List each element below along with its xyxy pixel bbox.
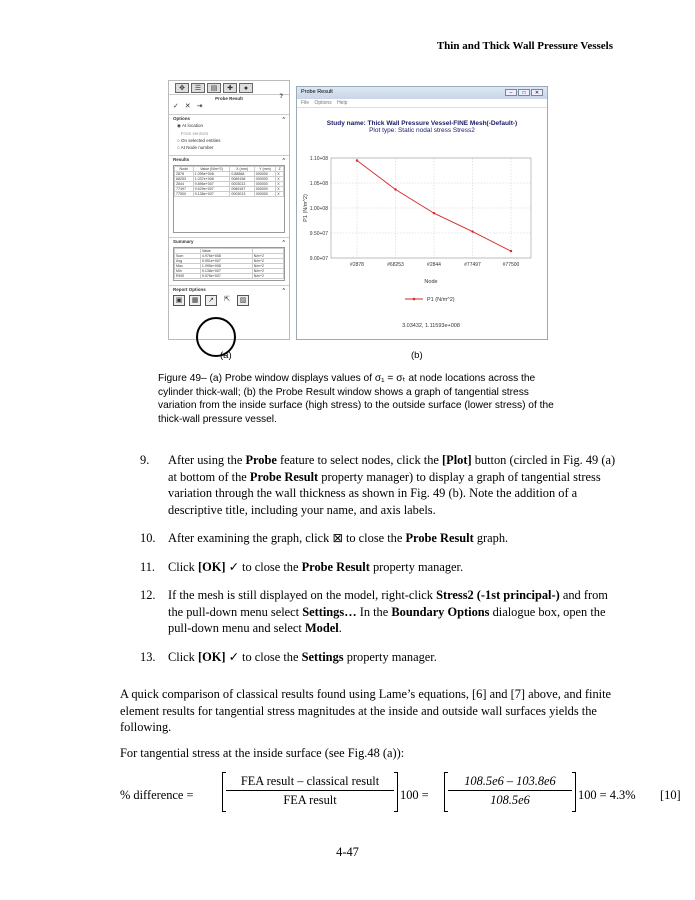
y-tick-labels xyxy=(310,156,328,262)
minimize-button[interactable]: – xyxy=(505,89,517,96)
manager-title xyxy=(169,95,289,102)
cell: X xyxy=(276,172,284,177)
option-label: On selected entities xyxy=(180,138,221,143)
equation-lhs: % difference = xyxy=(120,788,194,802)
label-a: (a) xyxy=(220,350,232,361)
fraction-1-denominator: FEA result xyxy=(283,793,337,807)
cell: 9.138e+007 xyxy=(200,269,252,274)
fraction-2-numerator: 108.5e6 – 103.8e6 xyxy=(448,774,572,791)
data-point xyxy=(394,188,396,190)
close-button[interactable]: ✕ xyxy=(531,89,543,96)
option-label: At location xyxy=(181,123,203,128)
report-options-section[interactable]: Report Options ^ xyxy=(169,285,289,293)
y-tick-label: 1.00+08 xyxy=(309,206,328,212)
options-label: Options xyxy=(173,116,190,121)
cell: 000000 xyxy=(254,187,276,192)
legend-label: P1 (N/m^2) xyxy=(427,297,455,303)
data-point xyxy=(510,250,512,252)
summary-section[interactable]: Summary ^ xyxy=(169,237,289,245)
pointer-icon: ⇱ xyxy=(224,296,230,303)
move-icon[interactable]: ✥ xyxy=(175,83,189,93)
maximize-button[interactable]: □ xyxy=(518,89,530,96)
summary-row xyxy=(175,274,284,279)
y-axis-label: P1 (N/m^2) xyxy=(303,194,309,222)
option-selected-entities[interactable]: ○ On selected entities xyxy=(177,138,221,143)
legend-marker xyxy=(413,298,416,301)
column-header[interactable]: X (mm) xyxy=(230,167,254,172)
cell: 1.037e+008 xyxy=(193,177,230,182)
cell: Max xyxy=(175,264,201,269)
step-number: 10. xyxy=(140,531,156,545)
help-icon[interactable]: ? xyxy=(279,94,283,100)
x-tick-label: #77500 xyxy=(502,262,520,268)
column-header[interactable]: Y (mm) xyxy=(254,167,276,172)
x-tick-label: #77497 xyxy=(464,262,481,268)
cell: X xyxy=(276,192,284,197)
excel-icon[interactable]: ▦ xyxy=(189,295,201,306)
step-11: 11. Click [OK] ✓ to close the Probe Result property manager. xyxy=(140,559,464,574)
column-header[interactable]: Value (N/m^2) xyxy=(193,167,230,172)
data-point xyxy=(471,230,473,232)
fraction-2 xyxy=(448,774,572,808)
option-node-number[interactable]: ○ At Node number xyxy=(177,145,214,150)
option-label: From sensors xyxy=(180,131,209,136)
report-options-label: Report Options xyxy=(173,287,206,292)
summary-table xyxy=(174,248,284,279)
plot-type: Plot type: Static nodal stress Stress2 xyxy=(369,127,475,134)
running-header: Thin and Thick Wall Pressure Vessels xyxy=(436,40,613,52)
cell: 9.896e+007 xyxy=(193,182,230,187)
results-label: Results xyxy=(173,157,190,162)
cell: 000000 xyxy=(254,172,276,177)
option-at-location[interactable]: ◉ At location xyxy=(177,123,203,128)
cell: X xyxy=(276,177,284,182)
cell: 9.976e+007 xyxy=(200,274,252,279)
cell: 0089158 xyxy=(230,177,254,182)
cell: 0089167 xyxy=(230,187,254,192)
cell: 9.529e+007 xyxy=(193,187,230,192)
cell: RMS xyxy=(175,274,201,279)
probe-chart xyxy=(297,87,549,341)
cursor-readout: 3.03432, 1.11593e+008 xyxy=(402,323,460,329)
cell: Sum xyxy=(175,254,201,259)
image-icon[interactable]: ▨ xyxy=(237,295,249,306)
cell: 0.88868 xyxy=(230,172,254,177)
cell: 0003013 xyxy=(230,182,254,187)
x-tick-label: #2878 xyxy=(350,262,364,268)
fraction-1-numerator: FEA result – classical result xyxy=(226,774,394,791)
comparison-paragraph: A quick comparison of classical results found using Lame’s equations, [6] and [7] above, and finite element results for tangential stress magnitudes at the inside and outside wall surfaces yields the following. xyxy=(120,687,612,734)
cell: 000000 xyxy=(254,177,276,182)
x-tick-label: #2844 xyxy=(427,262,441,268)
cell: 1.095e+008 xyxy=(193,172,230,177)
results-table xyxy=(174,166,284,197)
inside-surface-intro: For tangential stress at the inside surface (see Fig.48 (a)): xyxy=(120,746,405,760)
option-from-sensors[interactable] xyxy=(169,130,289,137)
equation-result: 100 = 4.3% xyxy=(578,788,636,802)
cell: 68253 xyxy=(175,177,194,182)
chart-icon[interactable]: ▤ xyxy=(207,83,221,93)
probe-result-manager xyxy=(168,80,290,340)
y-tick-label: 9.50+07 xyxy=(309,231,328,237)
fraction-1 xyxy=(226,774,394,808)
bracket-right-1 xyxy=(394,772,398,812)
cell: 77497 xyxy=(175,187,194,192)
y-tick-label: 1.05+08 xyxy=(309,181,328,187)
step-9: 9. After using the Probe feature to select nodes, click the [Plot] button (circled in Fig. 49 (a) at bottom of the Probe Result property manager) to display a graph of tangential stress variation through the wall thickness as shown in Fig. 49 (b). Note the addition of a descriptive title, including your name, and axis labels. xyxy=(140,453,616,517)
window-menubar[interactable]: File Options Help xyxy=(297,99,547,108)
list-icon[interactable]: ☰ xyxy=(191,83,205,93)
y-tick-label: 1.10+08 xyxy=(309,156,328,162)
x-tick-label: #68253 xyxy=(387,262,404,268)
options-section[interactable]: Options ^ xyxy=(169,114,289,122)
summary-label: Summary xyxy=(173,239,194,244)
cell: 1.095e+008 xyxy=(200,264,252,269)
cell: N/m^2 xyxy=(252,269,283,274)
manager-title-text: Probe Result xyxy=(215,96,243,101)
step-10: 10. After examining the graph, click ⊠ to close the Probe Result graph. xyxy=(140,531,509,545)
step-number: 12. xyxy=(140,588,156,602)
option-label: At Node number xyxy=(180,145,214,150)
report-toolbar xyxy=(169,293,289,308)
cell: 4.976e+008 xyxy=(200,254,252,259)
bracket-right-2 xyxy=(572,772,576,812)
step-13: 13. Click [OK] ✓ to close the Settings property manager. xyxy=(140,649,437,664)
globe-icon[interactable]: ● xyxy=(239,83,253,93)
cell: 2878 xyxy=(175,172,194,177)
summary-header: Value xyxy=(200,249,252,254)
cell: X xyxy=(276,182,284,187)
cell: N/m^2 xyxy=(252,254,283,259)
step-number: 13. xyxy=(140,649,156,664)
equation-mult-1: 100 = xyxy=(400,788,429,802)
window-title: Probe Result xyxy=(301,89,333,95)
data-point xyxy=(356,159,358,161)
column-header[interactable]: Node xyxy=(175,167,194,172)
column-header[interactable]: Z xyxy=(276,167,284,172)
cell: 0003013 xyxy=(230,192,254,197)
compass-icon[interactable]: ✚ xyxy=(223,83,237,93)
step-12: 12. If the mesh is still displayed on the model, right-click Stress2 (-1st principal-) and from the pull-down menu select Settings… In the Boundary Options dialogue box, open the pull-down menu and select Model. xyxy=(140,588,608,635)
cell: N/m^2 xyxy=(252,264,283,269)
fraction-2-denominator: 108.5e6 xyxy=(490,793,530,807)
x-tick-labels xyxy=(350,262,520,268)
data-point xyxy=(433,212,435,214)
instruction-steps xyxy=(120,452,620,677)
percent-difference-equation xyxy=(120,772,681,820)
y-tick-label: 9.00+07 xyxy=(309,256,328,262)
step-number: 11. xyxy=(140,559,156,574)
summary-table-container xyxy=(173,247,285,281)
manager-toolbar xyxy=(169,81,289,95)
cell: 000000 xyxy=(254,192,276,197)
cell: 9.951e+007 xyxy=(200,259,252,264)
cell: 000000 xyxy=(254,182,276,187)
chart-grid xyxy=(331,158,531,258)
figure-caption: Figure 49– (a) Probe window displays values of σ₁ = σₜ at node locations across the cylinder thick-wall; (b) the Probe Result window shows a graph of tangential stress variation from the inside surface (high stress) to the outside surface (lower stress) of the thick-wall pressure vessel. xyxy=(158,373,554,425)
cell: 77500 xyxy=(175,192,194,197)
cell: Min xyxy=(175,269,201,274)
table-row[interactable] xyxy=(175,192,284,197)
plot-button[interactable]: ↗ xyxy=(205,295,217,306)
cell: Avg xyxy=(175,259,201,264)
cell: X xyxy=(276,187,284,192)
cell: N/m^2 xyxy=(252,259,283,264)
label-b: (b) xyxy=(411,350,423,361)
page-number: 4-47 xyxy=(336,845,359,859)
step-number: 9. xyxy=(140,453,150,467)
probe-result-window xyxy=(296,86,548,340)
manager-actions[interactable]: ✓ ✕ ⇥ xyxy=(173,103,205,110)
results-table-container[interactable] xyxy=(173,165,285,233)
results-section[interactable]: Results ^ xyxy=(169,155,289,163)
cell: 2844 xyxy=(175,182,194,187)
cell: N/m^2 xyxy=(252,274,283,279)
cell: 9.138e+007 xyxy=(193,192,230,197)
save-icon[interactable]: ▣ xyxy=(173,295,185,306)
x-axis-label: Node xyxy=(424,279,438,285)
study-title: Study name: Thick Wall Pressure Vessel-FINE Mesh(-Default-) xyxy=(326,120,518,127)
equation-reference: [10] xyxy=(660,788,681,802)
